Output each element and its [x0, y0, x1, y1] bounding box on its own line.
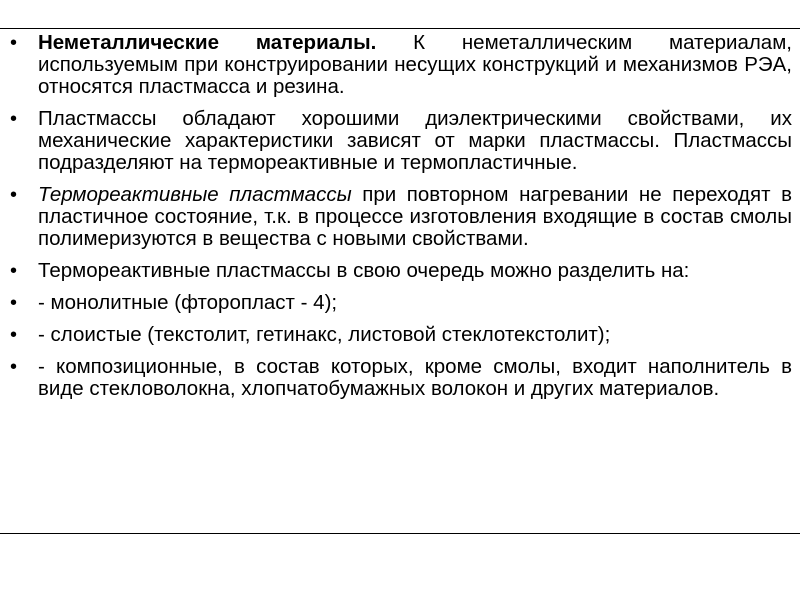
bullet-item-classification — [8, 260, 792, 282]
bullet-item-plastics — [8, 108, 792, 174]
bullet-icon: • — [10, 356, 18, 378]
bullet-list — [8, 32, 792, 410]
paragraph-text: - слоистые (текстолит, гетинакс, листовой стеклотекстолит); — [38, 323, 611, 346]
bullet-icon: • — [10, 108, 18, 130]
bullet-icon: • — [10, 32, 18, 54]
paragraph-text: - монолитные (фторопласт - 4); — [38, 291, 338, 314]
paragraph-lead: Неметаллические материалы. — [38, 31, 377, 54]
bullet-icon: • — [10, 260, 18, 282]
paragraph-text: при повторном нагревании не переходят в пластичное состояние, т.к. в процессе изготовления входящие в состав смолы полимеризуются в вещества с новыми свойствами. — [38, 183, 792, 250]
bullet-item-thermoset — [8, 184, 792, 250]
paragraph-text: К неметаллическим материалам, используемым при конструировании несущих конструкций и механизмов РЭА, относятся пластмасса и резина. — [38, 31, 792, 98]
bullet-icon: • — [10, 292, 18, 314]
bullet-icon: • — [10, 184, 18, 206]
paragraph-lead: Термореактивные пластмассы — [38, 183, 352, 206]
paragraph-text: Пластмассы обладают хорошими диэлектрическими свойствами, их механические характеристики зависят от марки пластмассы. Пластмассы подразделяют на термореактивные и термопластичные. — [38, 107, 792, 174]
bullet-item-nonmetallic — [8, 32, 792, 98]
bullet-icon: • — [10, 324, 18, 346]
paragraph-text: Термореактивные пластмассы в свою очередь можно разделить на: — [38, 259, 690, 282]
bullet-item-laminated — [8, 324, 792, 346]
bullet-item-monolithic — [8, 292, 792, 314]
paragraph-text: - композиционные, в состав которых, кроме смолы, входит наполнитель в виде стекловолокна, хлопчатобумажных волокон и других материалов. — [38, 355, 792, 400]
bullet-item-composite — [8, 356, 792, 400]
